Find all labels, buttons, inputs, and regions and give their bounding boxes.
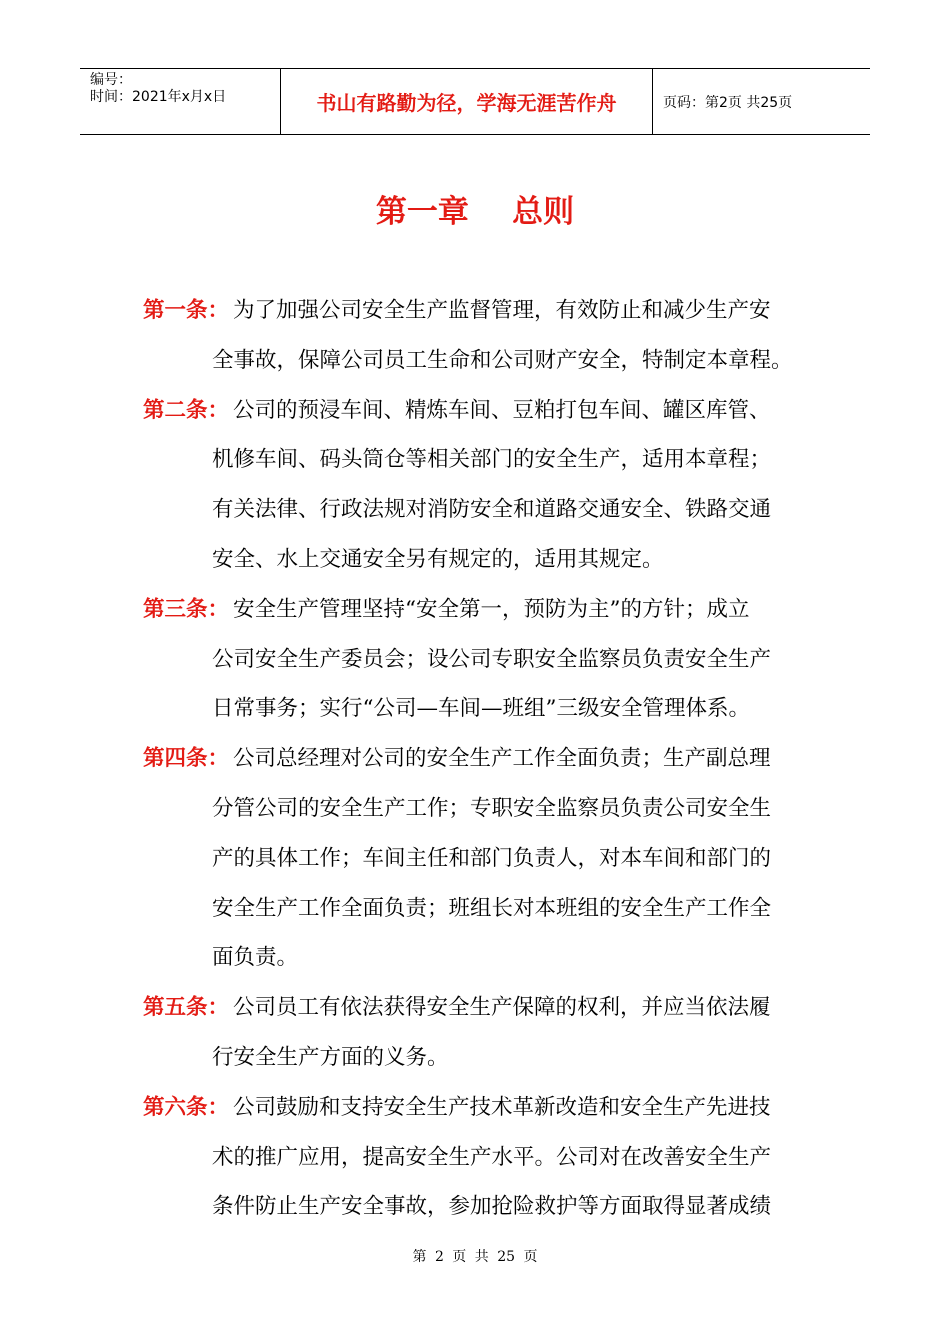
line-indent xyxy=(143,535,212,585)
article-text: 公司的预浸车间、精炼车间、豆粕打包车间、罐区库管、 xyxy=(233,397,771,423)
article-item xyxy=(143,585,843,734)
header-motto: 书山有路勤为径，学海无涯苦作舟 xyxy=(281,69,653,134)
article-text: 为了加强公司安全生产监督管理，有效防止和减少生产安 xyxy=(233,298,771,323)
article-line xyxy=(143,485,843,535)
article-text: 公司员工有依法获得安全生产保障的权利，并应当依法履 xyxy=(233,995,771,1021)
article-label: 第五条： xyxy=(143,995,230,1021)
article-text: 面负责。 xyxy=(212,945,299,971)
article-label: 第四条： xyxy=(143,746,230,772)
article-line xyxy=(143,834,843,884)
document-number-label: 编号： xyxy=(90,72,132,88)
article-text: 全事故，保障公司员工生命和公司财产安全，特制定本章程。 xyxy=(212,347,793,373)
article-line xyxy=(143,635,843,685)
article-line xyxy=(143,286,843,336)
article-label: 第三条： xyxy=(143,596,230,622)
line-indent xyxy=(143,435,212,485)
article-line xyxy=(143,585,843,635)
article-text: 机修车间、码头筒仓等相关部门的安全生产，适用本章程； xyxy=(212,447,772,473)
article-text: 产的具体工作；车间主任和部门负责人，对本车间和部门的 xyxy=(212,845,772,871)
article-line xyxy=(143,336,843,386)
line-indent xyxy=(143,884,212,934)
article-text: 分管公司的安全生产工作；专职安全监察员负责公司安全生 xyxy=(212,795,772,821)
article-item xyxy=(143,1083,843,1232)
page-footer: 第 2 页 共 25 页 xyxy=(412,1249,538,1265)
line-indent xyxy=(143,1033,212,1083)
article-item xyxy=(143,983,843,1083)
line-indent xyxy=(143,635,212,685)
article-text: 日常事务；实行“公司—车间—班组”三级安全管理体系。 xyxy=(212,696,750,722)
line-indent xyxy=(143,933,212,983)
article-text: 安全生产工作全面负责；班组长对本班组的安全生产工作全 xyxy=(212,895,772,921)
article-text: 公司鼓励和支持安全生产技术革新改造和安全生产先进技 xyxy=(233,1094,771,1120)
article-line xyxy=(143,435,843,485)
article-item xyxy=(143,386,843,585)
article-label: 第六条： xyxy=(143,1094,230,1120)
article-text: 条件防止生产安全事故，参加抢险救护等方面取得显著成绩 xyxy=(212,1194,772,1220)
article-line xyxy=(143,684,843,734)
article-list xyxy=(143,286,843,1232)
article-label: 第一条： xyxy=(143,298,230,323)
article-text: 有关法律、行政法规对消防安全和道路交通安全、铁路交通 xyxy=(212,497,772,523)
article-line xyxy=(143,535,843,585)
article-line xyxy=(143,1182,843,1232)
article-text: 安全、水上交通安全另有规定的，适用其规定。 xyxy=(212,546,664,572)
article-label: 第二条： xyxy=(143,397,230,423)
article-line xyxy=(143,1033,843,1083)
line-indent xyxy=(143,1133,212,1183)
line-indent xyxy=(143,1182,212,1232)
article-line xyxy=(143,784,843,834)
line-indent xyxy=(143,784,212,834)
line-indent xyxy=(143,336,212,386)
article-line xyxy=(143,933,843,983)
article-item xyxy=(143,734,843,983)
article-text: 术的推广应用，提高安全生产水平。公司对在改善安全生产 xyxy=(212,1144,772,1170)
article-item xyxy=(143,286,843,386)
article-line xyxy=(143,386,843,436)
line-indent xyxy=(143,684,212,734)
article-line xyxy=(143,734,843,784)
article-line xyxy=(143,884,843,934)
header-page-info: 页码：第2页 共25页 xyxy=(663,94,793,111)
article-line xyxy=(143,983,843,1033)
article-line xyxy=(143,1133,843,1183)
chapter-title: 第一章 总则 xyxy=(375,194,575,230)
article-text: 公司总经理对公司的安全生产工作全面负责；生产副总理 xyxy=(233,746,771,772)
article-line xyxy=(143,1083,843,1133)
article-text: 行安全生产方面的义务。 xyxy=(212,1044,449,1070)
page-header xyxy=(80,68,870,135)
line-indent xyxy=(143,834,212,884)
header-meta xyxy=(80,69,281,134)
document-date: 时间：2021年x月x日 xyxy=(90,89,227,105)
line-indent xyxy=(143,485,212,535)
article-text: 安全生产管理坚持“安全第一，预防为主”的方针；成立 xyxy=(233,596,750,622)
article-text: 公司安全生产委员会；设公司专职安全监察员负责安全生产 xyxy=(212,646,772,672)
